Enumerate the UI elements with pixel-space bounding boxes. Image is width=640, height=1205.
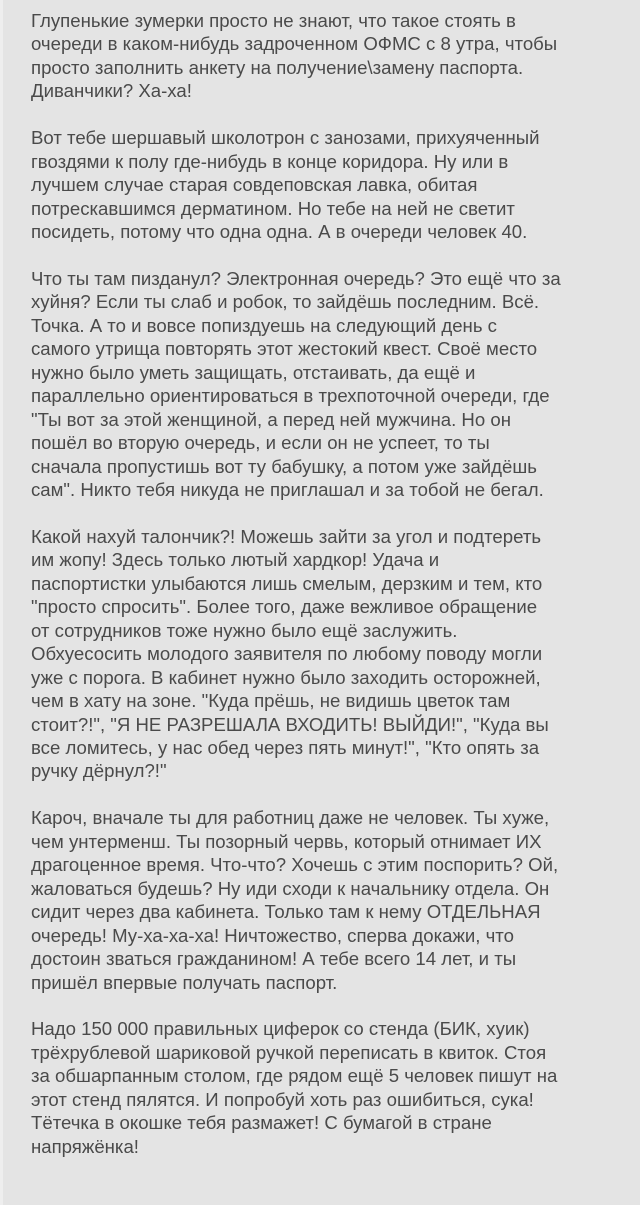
text-line: Диванчики? Ха-ха! bbox=[31, 80, 192, 102]
text-line: лучшем случае старая совдеповская лавка, обитая bbox=[31, 174, 478, 196]
text-line: потрескавшимся дерматином. Но тебе на ней не светит bbox=[31, 197, 515, 219]
text-line: хуйня? Если ты слаб и робок, то зайдёшь последним. Всё. bbox=[31, 291, 540, 313]
text-line: очередь! Му-ха-ха-ха! Ничтожество, сперва докажи, что bbox=[31, 924, 514, 946]
paragraph bbox=[31, 9, 561, 103]
text-line: этот стенд пялятся. И попробуй хоть раз ошибиться, сука! bbox=[31, 1088, 534, 1110]
text-line: чем в хату на зоне. "Куда прёшь, не видишь цветок там bbox=[31, 690, 511, 712]
text-line: "просто спросить". Более того, даже вежливое обращение bbox=[31, 596, 538, 618]
text-line: уже с порога. В кабинет нужно было заходить осторожней, bbox=[31, 666, 541, 688]
text-line: Что ты там пизданул? Электронная очередь? Это ещё что за bbox=[31, 267, 561, 289]
text-line: ручку дёрнул?!" bbox=[31, 760, 167, 782]
text-line: жаловаться будешь? Ну иди сходи к начальнику отдела. Он bbox=[31, 877, 550, 899]
text-line: сам". Никто тебя никуда не приглашал и за тобой не бегал. bbox=[31, 479, 544, 501]
text-line: чем унтерменш. Ты позорный червь, который отнимает ИХ bbox=[31, 830, 542, 852]
text-line: трёхрублевой шариковой ручкой переписать в квиток. Стоя bbox=[31, 1041, 547, 1063]
text-line: Надо 150 000 правильных циферок со стенда (БИК, хуик) bbox=[31, 1018, 530, 1040]
text-line: пошёл во вторую очередь, и если он не успеет, то ты bbox=[31, 432, 490, 454]
article-text bbox=[31, 9, 561, 1182]
text-line: параллельно ориентироваться в трехпоточной очереди, где bbox=[31, 385, 550, 407]
paragraph bbox=[31, 1017, 561, 1158]
text-line: от сотрудников тоже нужно было ещё заслужить. bbox=[31, 619, 458, 641]
text-line: очереди в каком-нибудь задроченном ОФМС с 8 утра, чтобы bbox=[31, 33, 558, 55]
paragraph bbox=[31, 525, 561, 783]
text-line: "Ты вот за этой женщиной, а перед ней мужчина. Но он bbox=[31, 408, 511, 430]
text-line: Какой нахуй талончик?! Можешь зайти за угол и подтереть bbox=[31, 525, 542, 547]
text-line: Вот тебе шершавый школотрон с занозами, прихуяченный bbox=[31, 127, 540, 149]
text-line: напряжёнка! bbox=[31, 1135, 139, 1157]
text-line: им жопу! Здесь только лютый хардкор! Удача и bbox=[31, 549, 440, 571]
text-line: достоин зваться гражданином! А тебе всего 14 лет, и ты bbox=[31, 948, 517, 970]
text-line: сидит через два кабинета. Только там к нему ОТДЕЛЬНАЯ bbox=[31, 901, 541, 923]
text-line: посидеть, потому что одна одна. А в очереди человек 40. bbox=[31, 221, 528, 243]
text-line: Обхуесосить молодого заявителя по любому поводу могли bbox=[31, 643, 543, 665]
text-line: сначала пропустишь вот ту бабушку, а потом уже зайдёшь bbox=[31, 455, 537, 477]
text-line: драгоценное время. Что-что? Хочешь с этим поспорить? Ой, bbox=[31, 854, 559, 876]
text-line: все ломитесь, у нас обед через пять минут!", "Кто опять за bbox=[31, 737, 540, 758]
text-line: Точка. А то и вовсе попиздуешь на следующий день с bbox=[31, 314, 497, 336]
text-line: самого утрища повторять этот жестокий квест. Своё место bbox=[31, 338, 538, 360]
text-line: Кароч, вначале ты для работниц даже не человек. Ты хуже, bbox=[31, 807, 550, 829]
text-line: Тётечка в окошке тебя размажет! С бумагой в стране bbox=[31, 1112, 492, 1134]
text-line: просто заполнить анкету на получение\замену паспорта. bbox=[31, 56, 524, 78]
text-line: паспортистки улыбаются лишь смелым, дерзким и тем, кто bbox=[31, 572, 543, 594]
text-line: нужно было уметь защищать, отстаивать, да ещё и bbox=[31, 361, 476, 383]
paragraph bbox=[31, 126, 561, 243]
paragraph bbox=[31, 806, 561, 994]
text-line: Глупенькие зумерки просто не знают, что такое стоять в bbox=[31, 10, 516, 31]
text-line: пришёл впервые получать паспорт. bbox=[31, 971, 338, 993]
text-line: стоит?!", "Я НЕ РАЗРЕШАЛА ВХОДИТЬ! ВЫЙДИ!", "Куда вы bbox=[31, 713, 549, 735]
text-line: гвоздями к полу где-нибудь в конце коридора. Ну или в bbox=[31, 150, 509, 172]
paragraph bbox=[31, 267, 561, 502]
text-line: за обшарпанным столом, где рядом ещё 5 человек пишут на bbox=[31, 1065, 558, 1087]
